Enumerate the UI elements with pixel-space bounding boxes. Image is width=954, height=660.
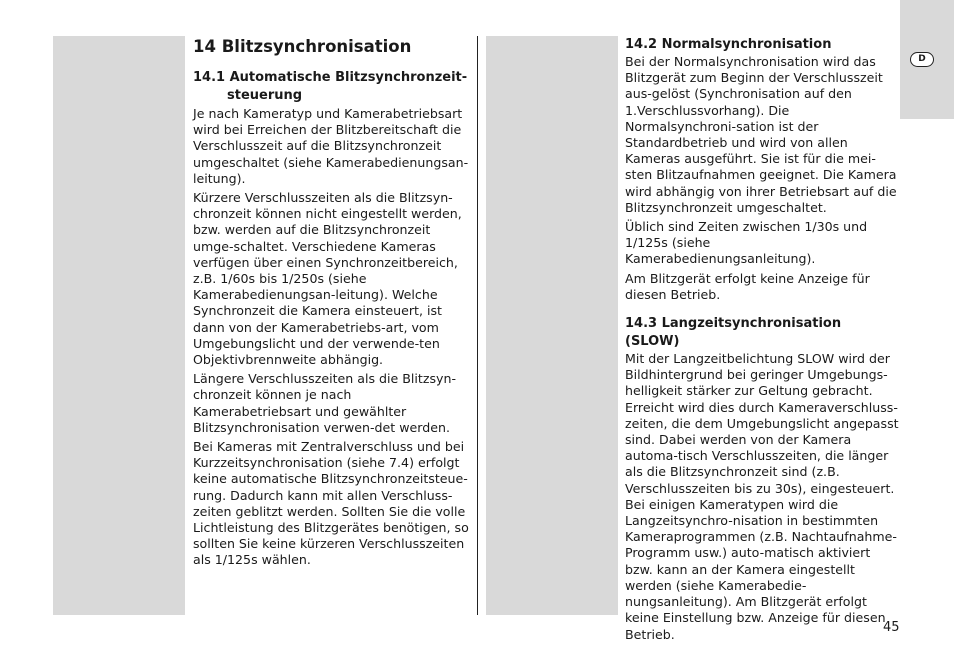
left-margin-band (53, 36, 185, 615)
section-14-1-heading-line1: 14.1 Automatische Blitzsynchronzeit- (193, 70, 468, 85)
section-14-2-paragraph: Bei der Normalsynchronisation wird das Blitzgerät zum Beginn der Verschlusszeit aus-gelöst (Synchronisation auf den 1.Verschlussvorhang). Die Normalsynchroni-sation ist der Standardbetrieb und wird von allen Kameras ausgeführt. Sie ist für die mei-sten Blitzaufnahmen geeignet. Die Kamera wird abhängig von ihrer Betriebsart auf die Blitzsynchronzeit umgeschaltet. (625, 54, 897, 215)
left-text-column (193, 36, 473, 572)
section-14-1-heading-line2: steuerung (227, 88, 303, 103)
middle-margin-band (486, 36, 618, 615)
section-14-2-heading: 14.2 Normalsynchronisation (625, 37, 832, 52)
section-14-1-heading (193, 69, 473, 105)
chapter-title: 14 Blitzsynchronisation (193, 37, 412, 56)
section-14-1-paragraph: Bei Kameras mit Zentralverschluss und bei Kurzzeitsynchronisation (siehe 7.4) erfolgt keine automatische Blitzsynchronzeitsteue-rung. Dadurch kann mit allen Verschluss-zeiten geblitzt werden. Sollten Sie die volle Lichtleistung des Blitzgerätes benötigen, so sollten Sie keine kürzeren Verschlusszeiten als 1/125s wählen. (193, 439, 469, 568)
section-14-2-paragraph: Am Blitzgerät erfolgt keine Anzeige für diesen Betrieb. (625, 270, 870, 302)
right-text-column (625, 36, 899, 646)
page-number: 45 (883, 620, 900, 635)
section-14-1-paragraph: Je nach Kameratyp und Kamerabetriebsart wird bei Erreichen der Blitzbereitschaft die Verschlusszeit auf die Blitzsynchronzeit umgeschaltet (siehe Kamerabedienungsan-leitung). (193, 106, 469, 186)
column-divider (477, 36, 478, 615)
section-14-3-paragraph: Mit der Langzeitbelichtung SLOW wird der Bildhintergrund bei geringer Umgebungs-helligkeit stärker zur Geltung gebracht. Erreicht wird dies durch Kameraverschluss-zeiten, die dem Umgebungslicht angepasst sind. Dabei werden von der Kamera automa-tisch Verschlusszeiten, die länger als die Blitzsynchronzeit sind (z.B. Verschlusszeiten bis zu 30s), eingesteuert. Bei einigen Kameratypen wird die Langzeitsynchro-nisation in bestimmten Kameraprogrammen (z.B. Nachtaufnahme-Programm usw.) auto-matisch aktiviert bzw. kann an der Kamera eingestellt werden (siehe Kamerabedie-nungsanleitung). Am Blitzgerät erfolgt keine Einstellung bzw. Anzeige für diesen Betrieb. (625, 351, 899, 642)
language-badge: D (910, 52, 934, 67)
section-14-3-heading: 14.3 Langzeitsynchronisation (SLOW) (625, 316, 842, 350)
section-14-1-paragraph: Längere Verschlusszeiten als die Blitzsyn-chronzeit können je nach Kamerabetriebsart und gewählter Blitzsynchronisation verwen-det werden. (193, 371, 457, 435)
section-14-1-paragraph: Kürzere Verschlusszeiten als die Blitzsyn-chronzeit können nicht eingestellt werden, bzw. werden auf die Blitzsynchronzeit umge-schaltet. Verschiedene Kameras verfügen über einen Synchronzeitbereich, z.B. 1/60s bis 1/250s (siehe Kamerabedienungsan-leitung). Welche Synchronzeit die Kamera einsteuert, ist dann von der Kamerabetriebs-art, vom Umgebungslicht und der verwende-ten Objektivbrennweite abhängig. (193, 190, 462, 368)
section-14-2-paragraph: Üblich sind Zeiten zwischen 1/30s und 1/125s (siehe Kamerabedienungsanleitung). (625, 219, 868, 267)
